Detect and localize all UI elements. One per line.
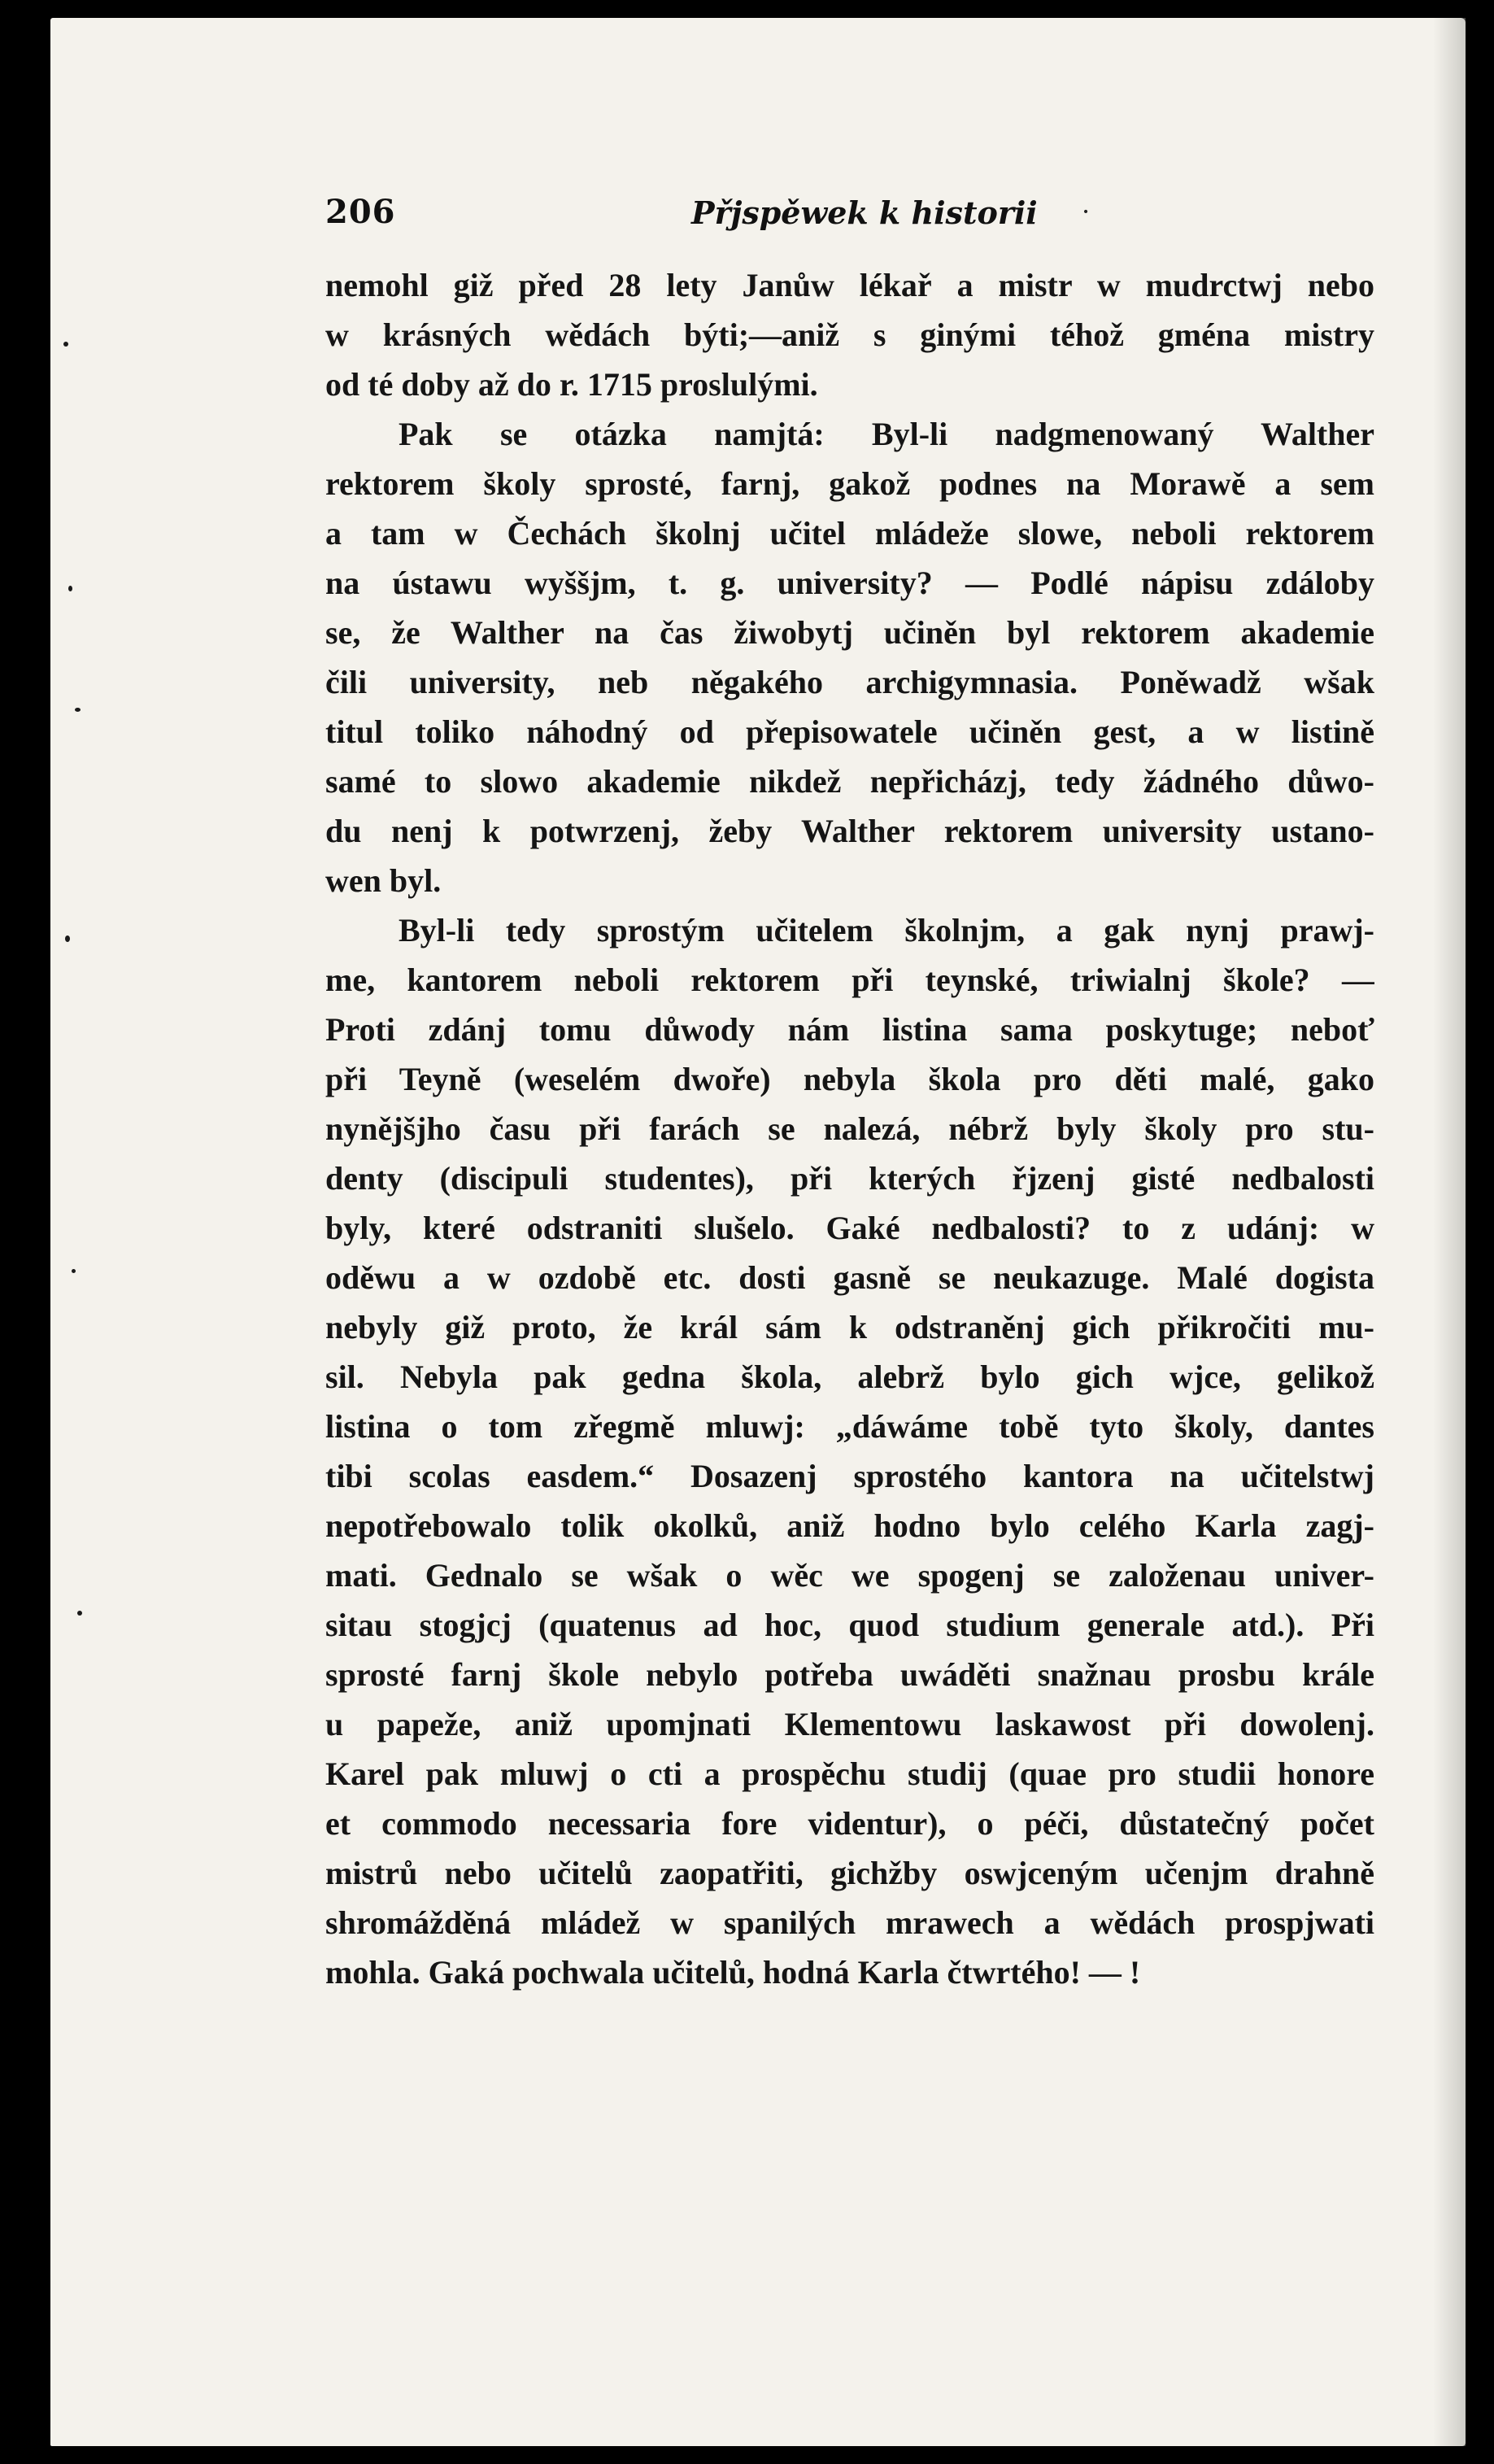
page-number: 206 [325,193,396,231]
text-line: du nenj k potwrzenj, žeby Walther rektorem university ustano- [325,813,1374,849]
text-line: wen byl. [325,862,442,899]
header-mark: · [1082,196,1091,227]
text-line: a tam w Čechách školnj učitel mládeže slowe, neboli rektorem [325,515,1374,552]
scan-speck [75,708,81,712]
running-title: Přjspěwek k historii [691,194,1038,231]
scan-speck [65,935,70,942]
text-line: oděwu a w ozdobě etc. dosti gasně se neukazuge. Malé dogista [325,1259,1374,1296]
text-line: w krásných wědách býti;—aniž s ginými téhož gména mistry [325,316,1374,353]
text-line: rektorem školy sprosté, farnj, gakož podnes na Morawě a sem [325,465,1374,502]
text-line: tibi scolas easdem.“ Dosazenj sprostého kantora na učitelstwj [325,1458,1374,1494]
scan-speck [63,342,68,347]
text-line: me, kantorem neboli rektorem při teynské, triwialnj škole? — [325,962,1374,998]
paragraph-first-line: Pak se otázka namjtá: Byl-li nadgmenowaný Walther [399,416,1374,452]
text-line: shromážděná mládež w spanilých mrawech a wědách prospjwati [325,1904,1374,1941]
text-line: nepotřebowalo tolik okolků, aniž hodno bylo celého Karla zagj- [325,1507,1374,1544]
text-line: mohla. Gaká pochwala učitelů, hodná Karla čtwrtého! — ! [325,1954,1141,1991]
text-line: sil. Nebyla pak gedna škola, alebrž bylo gich wjce, gelikož [325,1358,1374,1395]
text-line: et commodo necessaria fore videntur), o péči, důstatečný počet [325,1805,1374,1842]
text-line: Proti zdánj tomu důwody nám listina sama poskytuge; neboť [325,1011,1374,1048]
text-line: sprosté farnj škole nebylo potřeba uwáděti snažnau prosbu krále [325,1656,1374,1693]
paragraph-first-line: Byl-li tedy sprostým učitelem školnjm, a gak nynj prawj- [399,912,1374,949]
text-line: při Teyně (weselém dwoře) nebyla škola pro děti malé, gako [325,1061,1374,1097]
text-line: mistrů nebo učitelů zaopatřiti, gichžby oswjceným učenjm drahně [325,1855,1374,1891]
scan-speck [77,1611,82,1616]
text-line: byly, které odstraniti slušelo. Gaké nedbalosti? to z udánj: w [325,1210,1374,1246]
scan-speck [72,1269,76,1273]
text-line: nebyly giž proto, že král sám k odstraněnj gich přikročiti mu- [325,1309,1374,1345]
text-line: listina o tom zřegmě mluwj: „dáwáme tobě tyto školy, dantes [325,1408,1374,1445]
text-line: na ústawu wyššjm, t. g. university? — Podlé nápisu zdáloby [325,565,1374,601]
page-header [325,193,1374,242]
text-line: sitau stogjcj (quatenus ad hoc, quod studium generale atd.). Při [325,1607,1374,1643]
text-line: Karel pak mluwj o cti a prospěchu studij (quae pro studii honore [325,1755,1374,1792]
page-edge-shadow [1433,18,1466,2446]
text-line: nynějšjho času při farách se nalezá, nébrž byly školy pro stu- [325,1110,1374,1147]
scan-speck [68,586,72,591]
text-line: denty (discipuli studentes), při kterých řjzenj gisté nedbalosti [325,1160,1374,1197]
text-line: se, že Walther na čas žiwobytj učiněn byl rektorem akademie [325,614,1374,651]
body-text [325,260,1374,1997]
text-line: čili university, neb něgakého archigymnasia. Poněwadž wšak [325,664,1374,700]
text-line: od té doby až do r. 1715 proslulými. [325,366,818,403]
text-line: u papeže, aniž upomjnati Klementowu laskawost při dowolenj. [325,1706,1374,1742]
text-line: samé to slowo akademie nikdež nepřicházj, tedy žádného důwo- [325,763,1374,800]
text-line: titul toliko náhodný od přepisowatele učiněn gest, a w listině [325,713,1374,750]
text-line: mati. Gednalo se wšak o wěc we spogenj se založenau univer- [325,1557,1374,1594]
text-line: nemohl giž před 28 lety Janůw lékař a mistr w mudrctwj nebo [325,267,1374,303]
